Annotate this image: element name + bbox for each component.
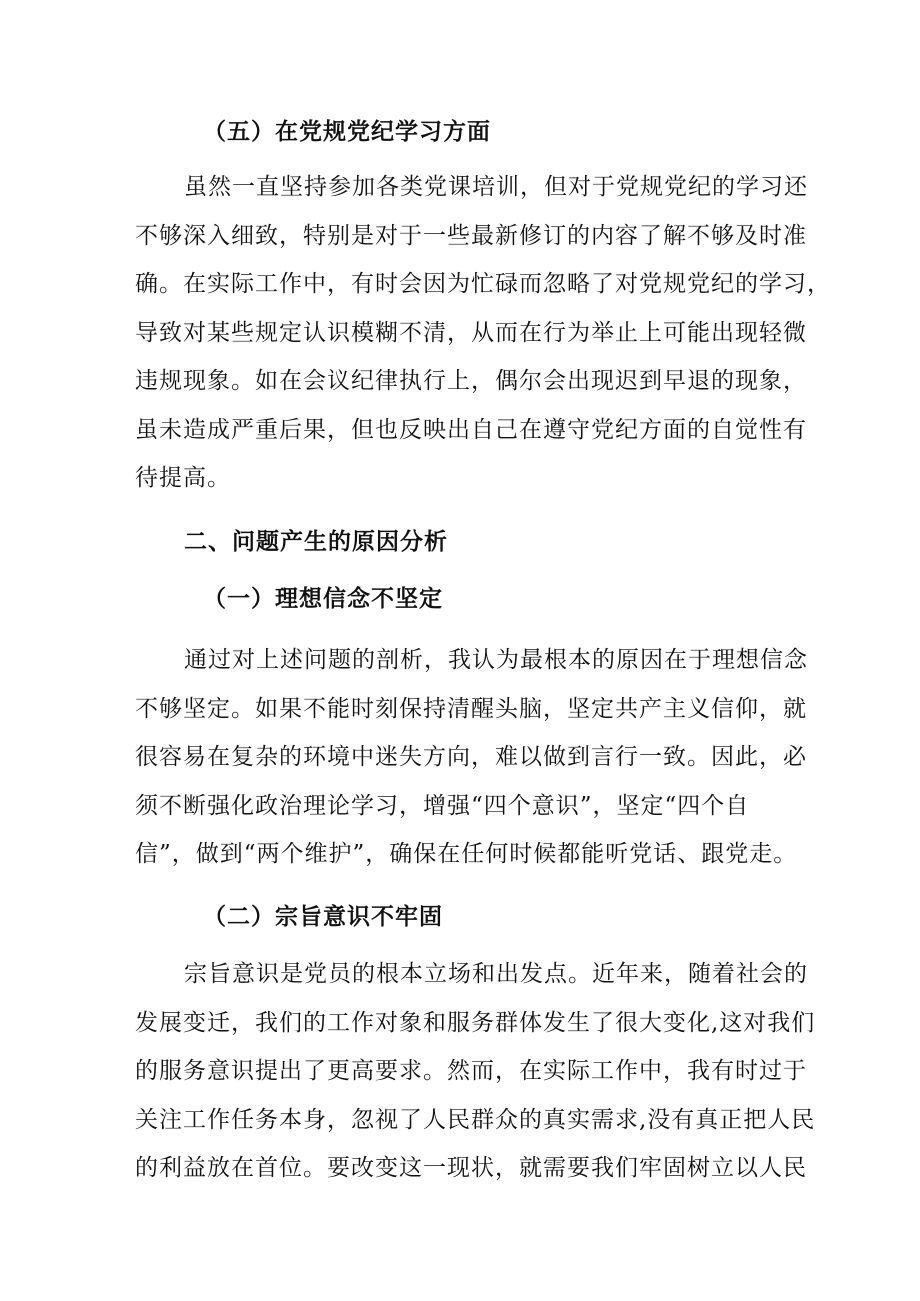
section-heading-party-rules: （五）在党规党纪学习方面	[203, 118, 491, 145]
paragraph-line: 的服务意识提出了更高要求。然而，在实际工作中，我有时过于	[135, 1058, 807, 1084]
paragraph-line: 不够深入细致，特别是对于一些最新修订的内容了解不够及时准	[135, 222, 807, 249]
paragraph-line: 的利益放在首位。要改变这一现状，就需要我们牢固树立以人民	[135, 1155, 807, 1181]
paragraph-line: 虽未造成严重后果，但也反映出自己在遵守党纪方面的自觉性有	[135, 416, 807, 443]
paragraph-line: 待提高。	[135, 465, 231, 491]
paragraph-line: 虽然一直坚持参加各类党课培训，但对于党规党纪的学习还	[184, 174, 808, 200]
paragraph-party-rules	[135, 163, 831, 503]
part-two-heading: 二、问题产生的原因分析	[184, 528, 448, 555]
paragraph-line: 导致对某些规定认识模糊不清，从而在行为举止上可能出现轻微	[135, 319, 807, 346]
paragraph-purpose	[135, 950, 816, 1193]
paragraph-line: 关注工作任务本身，忽视了人民群众的真实需求,没有真正把人民	[135, 1106, 816, 1133]
paragraph-line: 须不断强化政治理论学习，增强“四个意识”，坚定“四个自	[135, 792, 750, 819]
paragraph-line: 违规现象。如在会议纪律执行上，偶尔会出现迟到早退的现象，	[135, 368, 807, 394]
paragraph-line: 确。在实际工作中，有时会因为忙碌而忽略了对党规党纪的学习，	[135, 271, 831, 297]
paragraph-line: 宗旨意识是党员的根本立场和出发点。近年来，随着社会的	[184, 961, 808, 987]
section-heading-purpose: （二）宗旨意识不牢固	[203, 903, 443, 930]
paragraph-line: 很容易在复杂的环境中迷失方向，难以做到言行一致。因此，必	[135, 744, 807, 770]
section-heading-belief: （一）理想信念不坚定	[203, 585, 443, 612]
paragraph-belief	[135, 636, 808, 879]
paragraph-line: 信”，做到“两个维护”，确保在任何时候都能听党话、跟党走。	[135, 841, 798, 867]
paragraph-line: 不够坚定。如果不能时刻保持清醒头脑，坚定共产主义信仰，就	[135, 695, 807, 722]
paragraph-line: 发展变迁，我们的工作对象和服务群体发生了很大变化,这对我们	[135, 1009, 816, 1036]
paragraph-line: 通过对上述问题的剖析，我认为最根本的原因在于理想信念	[184, 647, 808, 673]
